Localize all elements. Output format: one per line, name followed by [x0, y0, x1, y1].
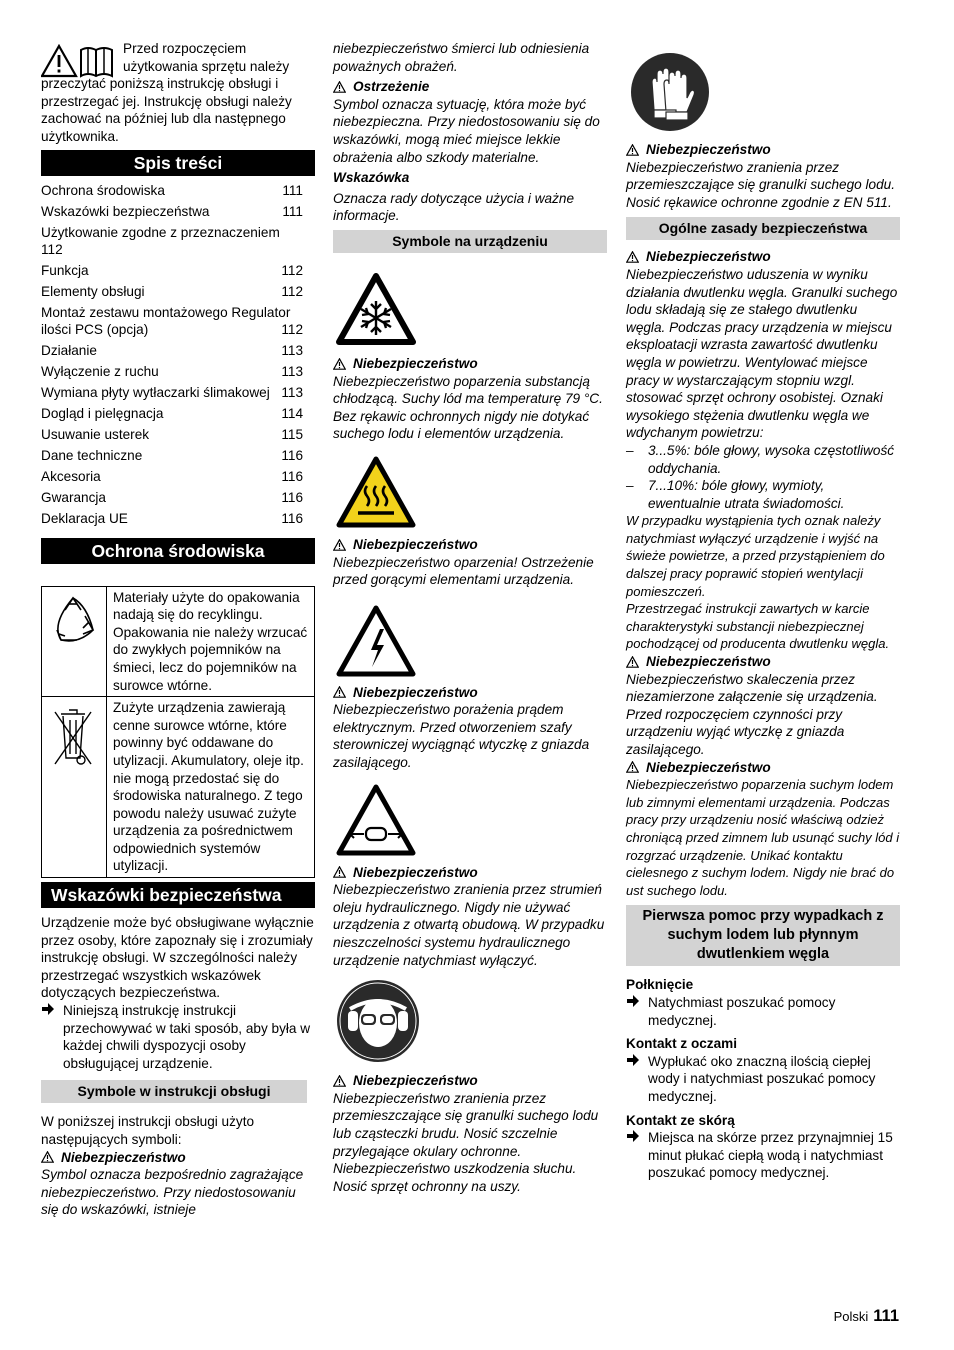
toc-entry[interactable]: Elementy obsługi 112	[41, 283, 303, 299]
first-aid-title: Pierwsza pomoc przy wypadkach z suchym lodem lub płynnym dwutlenkiem węgla	[626, 905, 900, 966]
burn-text: Niebezpieczeństwo poparzenia suchym lodem lub zimnymi elementami urządzenia. Podczas pracy przy urządzeniu nosić właściwą odzież chroniącą przed zimnem lub usunąć suchy lód i rozgrzać urządzenie. Unikać kontaktu cielesnego z suchym lodem. Nigdy nie brać do ust suchego lodu.	[626, 777, 900, 898]
safety-arrow-item	[41, 1002, 315, 1072]
env-title: Ochrona środowiska	[41, 538, 315, 564]
warning-icon	[41, 1151, 54, 1163]
footer-language: Polski	[833, 1309, 869, 1324]
hydraulic-jet-warning-icon	[336, 784, 416, 856]
danger-heading-cold: Niebezpieczeństwo	[333, 355, 607, 373]
cut-text: Niebezpieczeństwo skaleczenia przez niezamierzone załączenie się urządzenia. Przed rozpoczęciem czynności przy urządzeniu wyjąć wtyczkę z gniazda zasilającego.	[626, 671, 878, 757]
recycle-icon	[43, 588, 103, 668]
symbols-device-title: Symbole na urządzeniu	[333, 230, 607, 253]
co2-text: Niebezpieczeństwo uduszenia w wyniku działania dwutlenku węgla. Granulki suchego lodu składają się ze stałego dwutlenku węgla. Podczas pracy urządzenia w miejscu eksploatacji wzrasta zawartość dwutlenku węgla w powietrzu. Wentylować miejsce pracy w wystarczającym stopniu wzgl. stosować sprzęt ochrony osobistej. Oznaki wysokiego stężenia dwutlenku węgla we wdychanym powietrzu:	[626, 266, 898, 441]
warning-icon	[626, 656, 639, 668]
page-footer	[834, 1308, 899, 1326]
danger-text-continued: niebezpieczeństwo śmierci lub odniesienia poważnych obrażeń.	[333, 41, 590, 74]
env-row-weee	[42, 697, 315, 878]
toc-entry[interactable]: Działanie 113	[41, 342, 303, 358]
swallow-heading: Połknięcie	[626, 977, 694, 993]
skin-heading: Kontakt ze skórą	[626, 1112, 735, 1128]
danger-text: Symbol oznacza bezpośrednio zagrażające niebezpieczeństwo. Przy niedostosowaniu się do wskazówki, istnieje	[41, 1167, 304, 1218]
warning-icon	[626, 251, 639, 263]
electric-text: Niebezpieczeństwo porażenia prądem elektrycznym. Przed otworzeniem szafy sterowniczej wyciągnąć wtyczkę z gniazda zasilającego.	[333, 702, 590, 771]
warning-icon	[626, 761, 639, 773]
toc-entry[interactable]: Akcesoria 116	[41, 468, 303, 484]
arrow-icon	[626, 1129, 648, 1182]
toc-entry[interactable]: Funkcja 112	[41, 262, 303, 278]
arrow-icon	[626, 1053, 648, 1106]
toc-entry[interactable]: Deklaracja UE 116	[41, 510, 303, 526]
toc-list	[41, 180, 315, 529]
danger-heading-gloves: Niebezpieczeństwo	[626, 141, 900, 159]
column-1	[41, 40, 315, 1219]
toc-title: Spis treści	[41, 150, 315, 176]
warning-icon	[333, 358, 346, 370]
warning-icon	[626, 144, 639, 156]
env-table	[41, 586, 315, 879]
gloves-icon	[630, 52, 710, 132]
danger-heading-co2: Niebezpieczeństwo	[626, 248, 900, 266]
co2-list-item: – 7...10%: bóle głowy, wymioty, ewentualnie utrata świadomości.	[626, 478, 845, 511]
co2-after-text-2: Przestrzegać instrukcji zawartych w karcie charakterystyki substancji niebezpiecznej pochodzącej od producenta dwutlenku węgla.	[626, 601, 890, 652]
hot-text: Niebezpieczeństwo oparzenia! Ostrzeżenie przed gorącymi elementami urządzenia.	[333, 554, 594, 588]
co2-after-text: W przypadku wystąpienia tych oznak należy natychmiast wyłączyć urządzenie i wyjść na świeże powietrze, a przed przystąpieniem do dalszej pracy poprawić stopień wentylacji pomieszczeń.	[626, 513, 885, 599]
hot-surface-warning-icon	[336, 456, 416, 528]
intro-line2: użytkowania sprzętu należy	[123, 58, 290, 74]
danger-heading-burn: Niebezpieczeństwo	[626, 759, 900, 777]
warning-icon	[333, 686, 346, 698]
safety-arrow-text: Niniejszą instrukcję instrukcji przechowywać w taki sposób, aby była w każdej chwili dyspozycji osoby obsługującej urządzenie.	[63, 1003, 311, 1071]
goggles-ear-protection-icon	[336, 979, 420, 1063]
symbols-manual-text: W poniższej instrukcji obsługi użyto następujących symboli:	[41, 1114, 255, 1147]
intro-block	[41, 40, 315, 146]
page-number: 111	[873, 1307, 899, 1325]
column-2	[333, 40, 607, 1195]
warning-icon	[333, 539, 346, 551]
hydraulic-text: Niebezpieczeństwo zranienia przez strumień oleju hydraulicznego. Nigdy nie używać urządzenia z otwartą obudową. W przypadku nieszczelności systemu hydraulicznego urządzenie natychmiast wyłączyć.	[333, 882, 605, 968]
danger-heading-hydraulic: Niebezpieczeństwo	[333, 864, 607, 882]
cold-text: Niebezpieczeństwo poparzenia substancją chłodzącą. Suchy lód ma temperaturę 79 °C. Bez rękawic ochronnych nigdy nie dotykać suchego lodu i elementów urządzenia.	[333, 373, 603, 442]
toc-entry[interactable]: Ochrona środowiska 111	[41, 182, 303, 198]
env-weee-text: Zużyte urządzenia zawierają cenne surowce wtórne, które powinny być oddawane do utylizacji. Akumulatory, oleje itp. nie mogą przedostać się do środowiska naturalnego. Z tego powodu należy usuwać zużyte urządzenia za pośrednictwem odpowiednich systemów utylizacji.	[107, 697, 315, 878]
toc-entry[interactable]: Wymiana płyty wytłaczarki ślimakowej 113	[41, 384, 303, 400]
eyes-heading: Kontakt z oczami	[626, 1036, 738, 1052]
toc-entry[interactable]: Montaż zestawu montażowego Regulator ilości PCS (opcja) 112	[41, 304, 303, 337]
danger-heading-hot: Niebezpieczeństwo	[333, 536, 607, 554]
toc-entry[interactable]: Dogląd i pielęgnacja 114	[41, 405, 303, 421]
snowflake-warning-icon	[336, 273, 416, 345]
safety-text: Urządzenie może być obsługiwane wyłącznie przez osoby, które zapoznały się i zrozumiały instrukcję obsługi. W szczególności należy przestrzegać wszystkich wskazówek dotyczących bezpieczeństwa.	[41, 915, 314, 1001]
arrow-icon	[41, 1002, 63, 1072]
safety-title: Wskazówki bezpieczeństwa	[41, 882, 315, 908]
warning-heading: Ostrzeżenie	[333, 78, 607, 96]
symbols-manual-title: Symbole w instrukcji obsługi	[41, 1080, 307, 1103]
warning-icon	[333, 1075, 346, 1087]
crossed-bin-icon	[43, 698, 103, 778]
toc-entry[interactable]: Użytkowanie zgodne z przeznaczeniem 112	[41, 224, 280, 257]
goggles-text: Niebezpieczeństwo zranienia przez przemieszczające się granulki suchego lodu lub cząsteczki brudu. Nosić szczelnie przylegające okulary ochronne. Niebezpieczeństwo uszkodzenia słuchu. Nosić sprzęt ochronny na uszy.	[333, 1090, 599, 1194]
intro-text: przeczytać poniższą instrukcję obsługi i przestrzegać jej. Instrukcję obsługi należy zachować na później lub dla następnego użytkownika.	[41, 76, 292, 144]
column-3	[626, 40, 900, 1182]
gloves-text: Niebezpieczeństwo zranienia przez przemieszczające się granulki suchego lodu. Nosić rękawice ochronne zgodnie z EN 511.	[626, 159, 895, 210]
intro-line1: Przed rozpoczęciem	[123, 41, 247, 56]
toc-entry[interactable]: Wyłączenie z ruchu 113	[41, 363, 303, 379]
warning-icon	[333, 866, 346, 878]
warning-manual-icon	[41, 44, 115, 83]
skin-item: Miejsca na skórze przez przynajmniej 15 minut płukać ciepłą wodą i natychmiast poszukać pomocy medycznej.	[626, 1129, 900, 1182]
danger-heading-cut: Niebezpieczeństwo	[626, 653, 900, 671]
danger-heading-goggles: Niebezpieczeństwo	[333, 1072, 607, 1090]
toc-entry[interactable]: Wskazówki bezpieczeństwa 111	[41, 203, 303, 219]
eyes-item: Wypłukać oko znaczną ilością ciepłej wody i natychmiast poszukać pomocy medycznej.	[626, 1053, 900, 1106]
general-safety-title: Ogólne zasady bezpieczeństwa	[626, 217, 900, 240]
env-row-recycle	[42, 586, 315, 697]
warning-text: Symbol oznacza sytuację, która może być niebezpieczna. Przy niedostosowaniu się do wskazówki, mogą mieć miejsce lekkie obrażenia albo szkody materialne.	[333, 96, 600, 165]
note-heading: Wskazówka	[333, 170, 410, 186]
toc-entry[interactable]: Dane techniczne 116	[41, 447, 303, 463]
danger-heading: Niebezpieczeństwo	[41, 1149, 315, 1167]
electric-shock-warning-icon	[336, 605, 416, 677]
env-recycle-text: Materiały użyte do opakowania nadają się do recyklingu. Opakowania nie należy wrzucać do zwykłych pojemników na śmieci, lecz do pojemników na surowce wtórne.	[107, 586, 315, 697]
note-text: Oznacza rady dotyczące użycia i ważne informacje.	[333, 190, 575, 224]
arrow-icon	[626, 994, 648, 1029]
toc-entry[interactable]: Usuwanie usterek 115	[41, 426, 303, 442]
warning-icon	[333, 81, 346, 93]
co2-list-item: – 3...5%: bóle głowy, wysoka częstotliwość oddychania.	[626, 442, 895, 476]
toc-entry[interactable]: Gwarancja 116	[41, 489, 303, 505]
swallow-item: Natychmiast poszukać pomocy medycznej.	[626, 994, 900, 1029]
danger-heading-electric: Niebezpieczeństwo	[333, 684, 607, 702]
